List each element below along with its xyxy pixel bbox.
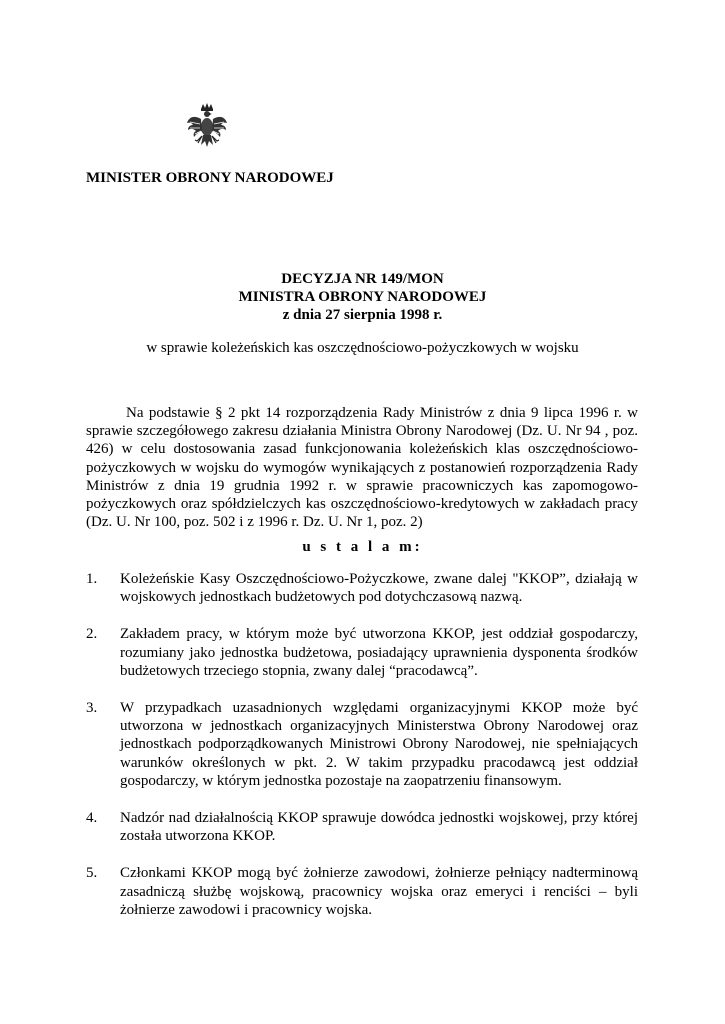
list-item [86,809,638,845]
item-number: 2. [86,626,98,643]
item-number: 5. [86,865,98,882]
list-item [86,570,638,606]
list-item [86,864,638,919]
item-text: Członkami KKOP mogą być żołnierze zawodowi, żołnierze pełniący nadterminową zasadniczą służbę wojskową, pracownicy wojska oraz emeryci i renciści – byli żołnierze zawodowi i pracownicy wojska. [120,865,638,918]
item-number: 4. [86,810,98,827]
item-number: 1. [86,571,98,587]
preamble-paragraph: Na podstawie § 2 pkt 14 rozporządzenia Rady Ministrów z dnia 9 lipca 1996 r. w sprawie szczegółowego zakresu działania Ministra Obrony Narodowej (Dz. U. Nr 94 , poz. 426) w celu dostosowania zasad funkcjonowania koleżeńskich klas oszczędnościowo-pożyczkowych w wojsku do wymogów wynikających z postanowień rozporządzenia Rady Ministrów z dnia 19 grudnia 1992 r. w sprawie pracowniczych kas zapomogowo-pożyczkowych oraz spółdzielczych kas oszczędnościowo-kredytowych w zakładach pracy (Dz. U. Nr 100, poz. 502 i z 1996 r. Dz. U. Nr 1, poz. 2) [86,405,638,531]
minister-header: MINISTER OBRONY NARODOWEJ [86,170,334,186]
list-item [86,625,638,680]
item-text: W przypadkach uzasadnionych względami organizacyjnymi KKOP może być utworzona w jednostkach organizacyjnych Ministerstwa Obrony Narodowej oraz jednostkach podporządkowanych Ministrowi Obrony Narodowej, nie spełniających warunków określonych w pkt. 2. W takim przypadku pracodawcą jest oddział gospodarczy, w którym jednostka pozostaje na zaopatrzeniu finansowym. [120,700,638,789]
polish-eagle-emblem-icon [186,103,228,153]
item-text: Koleżeńskie Kasy Oszczędnościowo-Pożyczkowe, zwane dalej "KKOP”, działają w wojskowych jednostkach budżetowych pod dotychczasową nazwą. [120,571,638,606]
item-text: Zakładem pracy, w którym może być utworzona KKOP, jest oddział gospodarczy, rozumiany jako jednostka budżetowa, posiadający uprawnienia dysponenta środków budżetowych trzeciego stopnia, zwany dalej “pracodawcą”. [120,626,638,679]
item-number: 3. [86,700,98,717]
decision-items-list [86,570,638,938]
decision-title [0,270,725,324]
item-text: Nadzór nad działalnością KKOP sprawuje dowódca jednostki wojskowej, przy której została utworzona KKOP. [120,810,638,845]
decision-date: z dnia 27 sierpnia 1998 r. [282,307,443,323]
decision-issuer: MINISTRA OBRONY NARODOWEJ [238,289,487,305]
list-item [86,699,638,790]
ustalam-heading: u s t a l a m: [302,539,423,555]
decision-subject: w sprawie koleżeńskich kas oszczędnościowo-pożyczkowych w wojsku [146,340,579,356]
decision-number: DECYZJA NR 149/MON [281,271,444,287]
